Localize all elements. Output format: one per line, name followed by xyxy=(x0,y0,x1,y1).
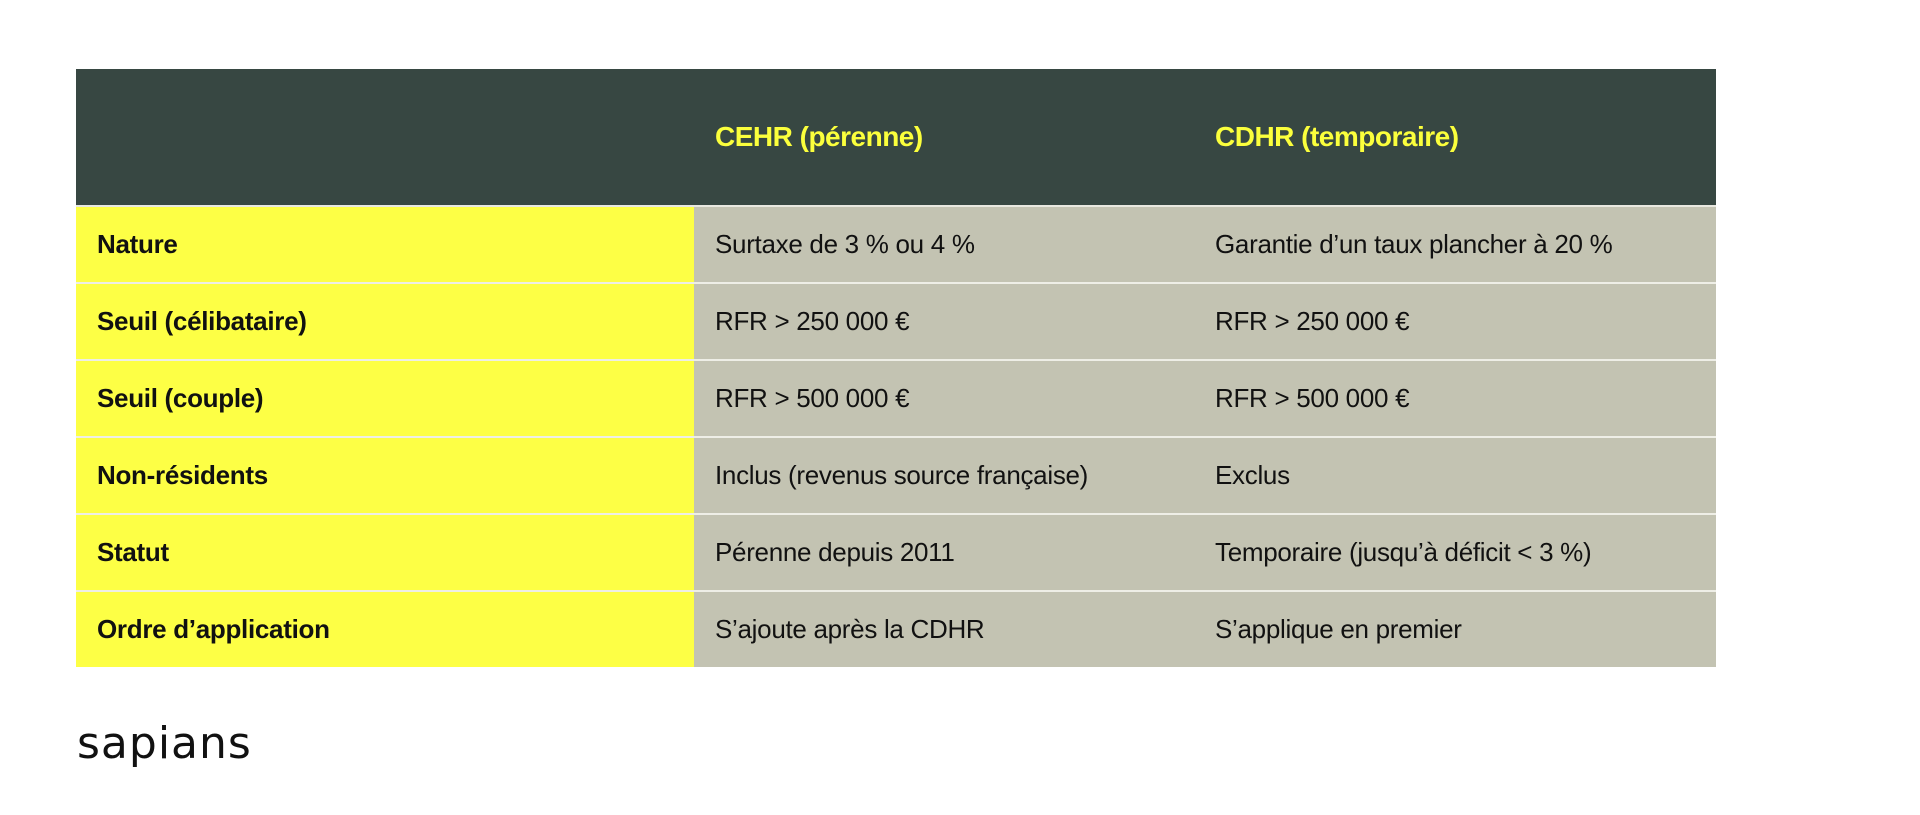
cehr-cell: Inclus (revenus source française) xyxy=(694,438,1205,513)
row-label: Nature xyxy=(76,207,694,282)
row-label: Seuil (célibataire) xyxy=(76,284,694,359)
table-row xyxy=(76,592,1716,667)
sapians-logo: sapians xyxy=(77,718,252,769)
table-row xyxy=(76,284,1716,361)
cehr-cell: Pérenne depuis 2011 xyxy=(694,515,1205,590)
row-label: Ordre d’application xyxy=(76,592,694,667)
cehr-cell: Surtaxe de 3 % ou 4 % xyxy=(694,207,1205,282)
cdhr-cell: Temporaire (jusqu’à déficit < 3 %) xyxy=(1205,515,1716,590)
cdhr-cell: Garantie d’un taux plancher à 20 % xyxy=(1205,207,1716,282)
header-cehr: CEHR (pérenne) xyxy=(715,121,923,152)
cdhr-cell: RFR > 250 000 € xyxy=(1205,284,1716,359)
row-label: Seuil (couple) xyxy=(76,361,694,436)
header-cdhr: CDHR (temporaire) xyxy=(1215,121,1459,152)
table-row xyxy=(76,515,1716,592)
cehr-cell: S’ajoute après la CDHR xyxy=(694,592,1205,667)
table-row xyxy=(76,361,1716,438)
cdhr-cell: S’applique en premier xyxy=(1205,592,1716,667)
comparison-table xyxy=(76,69,1716,667)
table-header xyxy=(76,69,1716,207)
cdhr-cell: Exclus xyxy=(1205,438,1716,513)
row-label: Statut xyxy=(76,515,694,590)
cehr-cell: RFR > 250 000 € xyxy=(694,284,1205,359)
table-row xyxy=(76,207,1716,284)
row-label: Non-résidents xyxy=(76,438,694,513)
cehr-cell: RFR > 500 000 € xyxy=(694,361,1205,436)
header-empty xyxy=(76,69,694,205)
cdhr-cell: RFR > 500 000 € xyxy=(1205,361,1716,436)
table-row xyxy=(76,438,1716,515)
